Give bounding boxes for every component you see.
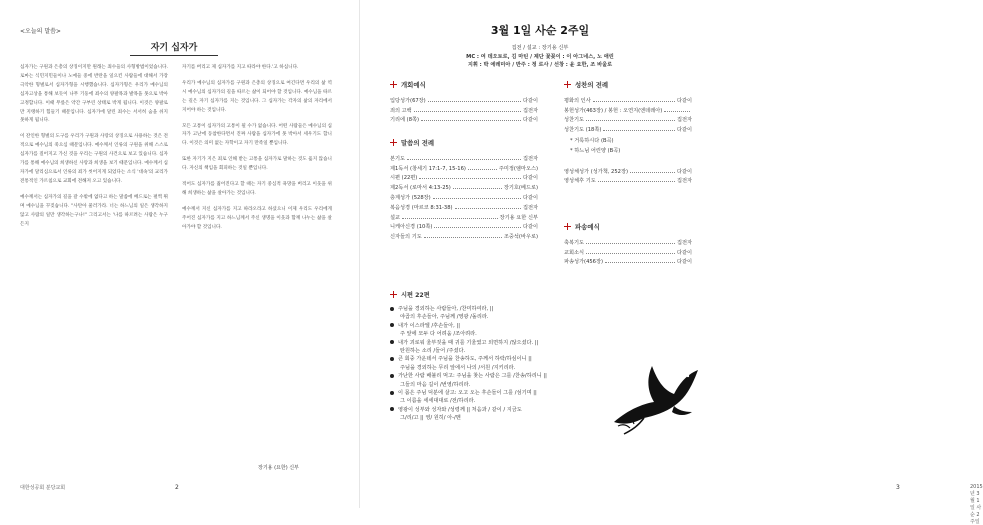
paragraph: 적어도 십자가를 짊어진다고 할 때는 자기 중심적 욕망을 버리고 이웃을 위해 희생하는 삶을 살아가는 것입니다. <box>182 182 332 196</box>
cross-icon <box>390 139 397 146</box>
sermon-column-2 <box>182 64 332 469</box>
service-officiant: 집전 / 설교 : 장기용 신부 <box>511 45 569 51</box>
order-row: 봉헌성가(463장) / 봉헌 : 오연지(엔데레아) <box>564 104 692 114</box>
sermon-column-1 <box>20 64 168 479</box>
paragraph: 우리가 예수님의 십자가를 구원과 은총의 상징으로 여긴다면 우리의 삶 역시 예수님의 십자가의 길을 따르는 삶이 되어야 할 것입니다. 예수님을 따르는 길은 자기 십자가를 지는 것입니다. 그 십자가는 각자의 삶의 자리에서 지어야 하는 것입니다. <box>182 80 332 113</box>
paragraph: 모든 고통이 십자가의 고통이 될 수가 없습니다. 어떤 사람들은 예수님의 십자가 고난에 동참한다면서 진짜 사람을 십자가에 못 박아서 세우기도 합니다. 이것은 의미 없는 자학이고 자기 만족일 뿐입니다. <box>182 123 332 147</box>
left-page <box>0 0 360 508</box>
order-row: 성찬기도 집전자 <box>564 117 692 124</box>
order-row: 교회소식 다같이 <box>564 249 692 256</box>
sermon-title: 자기 십자가 <box>130 40 218 56</box>
psalm-line: 가난한 사람 배불리 먹고: 주님을 찾는 사람은 그를 /찬송/하리니 || <box>390 372 590 380</box>
sacrament-note: * 거룩하시다 (B곡) <box>570 138 614 145</box>
order-row: 시편 (22편) 다같이 <box>390 175 538 182</box>
dismissal-rite <box>564 222 692 265</box>
order-row: 설교 장기용 요한 신부 <box>390 214 538 221</box>
paragraph: 또한 자기가 지은 죄로 인해 받는 고통을 십자가로 말하는 것도 옳지 않습니다. 자신의 책임을 회피하는 것일 뿐입니다. <box>182 157 332 172</box>
paragraph: 이 잔인한 형벌의 도구를 우리가 구원과 사랑의 상징으로 사용하는 것은 전적으로 예수님의 죽으심 때문입니다. 예수께서 인류의 구원을 위해 스스로 십자가를 질어지고 가신 것을 우리는 구원의 사건으로 보고 있습니다. 십자가를 통해 예수님의 희생하신 사랑과 희생을 보기 때문입니다. 예수께서 십자가에 달리심으로서 인류의 죄가 씻어지게 되었다는 소식 '대속'의 교리가 전통적인 가르침으로 교회에 전해져 오고 있습니다. <box>20 134 168 184</box>
page-number-right: 3 <box>896 484 900 491</box>
order-row: 본기도 집전자 <box>390 155 538 162</box>
psalm-line: 영광이 성부와 성자와 /성령께 || 처음과 / 같이 / 지금도 <box>390 406 590 414</box>
order-row: 입당성가(67장) 다같이 <box>390 97 538 104</box>
cross-icon <box>390 81 397 88</box>
section-label: <오늘의 말씀> <box>20 28 61 35</box>
psalm-line: 주 앞에 모두 다 어려움 /조아려라. <box>400 331 477 338</box>
order-row: 제2독서 (로마서 4:13-25) 장기호(베드로) <box>390 185 538 192</box>
order-row: 신자들의 기도 조중석(바우로) <box>390 234 538 241</box>
psalm-line: 그 이름을 세세대대로 /전/하리라. <box>400 398 476 405</box>
opening-rite <box>390 80 538 123</box>
psalm-line: 큰 회중 가운데서 주님을 찬송하도, 주께서 하락/하심이니 || <box>390 355 590 363</box>
order-row: 제1독서 (창세기 17:1-7, 15-16) 주미정(엠마오스) <box>390 165 538 172</box>
order-row: 축복기도 집전자 <box>564 239 692 246</box>
order-row: 파송성가(456장) 다같이 <box>564 259 692 266</box>
cross-icon <box>564 223 571 230</box>
psalm-heading: 시편 22편 <box>390 290 590 299</box>
psalm-line: 이 몸은 주님 덕분에 살고: 오고 오는 후손들이 그를 /섬기며 || <box>390 389 590 397</box>
psalm-line: 탄원하는 소리 /들어 /주셨다. <box>400 348 466 355</box>
sacrament-heading: 성찬의 전례 <box>564 80 692 89</box>
order-row: 층계성가 (528장) 다같이 <box>390 194 538 201</box>
psalm-line: 야곱의 후손들아, 주님께 /영광 /돌리라. <box>400 314 489 321</box>
paragraph: 십자가는 구원과 은총의 상징이지만 원래는 죄수들의 사형방법이었습니다. 로마는 식민지민들이나 노예들 중에 반란을 일으킨 사람들에 대해서 가장 극악한 형벌로서 십자가형을 시행했습니다. 십자가형은 우리가 예수님의 십자고상을 통해 보듯이 나무 기둥에 죄수의 양팔목과 발목을 못으로 박아 고정합니다. 이때 무릎은 약간 구부린 상태로 박게 됩니다. 이것은 양팔로만 지탱하기 힘들기 때문입니다. 십자가에 달린 죄수는 서서히 숨을 쉬지 못하게 됩니다. <box>20 65 168 124</box>
cross-icon <box>564 81 571 88</box>
psalm-line: 주님을 경외하는 사람들아, /찬미하여라, || <box>390 305 590 313</box>
paragraph: 예수께서는 십자가의 길을 갈 수밖에 없다고 하는 말씀에 베드로는 펄쩍 뛰며 예수님을 꾸짖습니다. "사탄아 물러가라. 너는 하느님의 일은 생각하지 않고 사람의 일만 생각하는구나!" 그리고서는 '나를 따르려는 사람은 누구든지 <box>20 194 168 227</box>
word-rite <box>390 138 538 240</box>
sacrament-rite <box>564 80 692 184</box>
psalm-line: 주님을 경외하는 무리 앞에서 나의 /서원 /지키리라. <box>400 364 516 371</box>
paragraph: 예수께서 지신 십자가를 지고 따라오라고 하셨으니 이제 우리도 우리에게 주어진 십자가를 지고 하느님께서 주신 생명을 이웃과 함께 나누는 삶을 살아가야 할 것입니다. <box>182 206 332 230</box>
order-row: 성찬기도 (18쪽) 다같이 <box>564 127 692 134</box>
order-row: 죄의 고백 집전자 <box>390 107 538 114</box>
opening-heading: 개회예식 <box>390 80 538 89</box>
service-staff-2: 지휘 : 박 에레미아 / 반주 : 정 로사 / 선창 : 윤 요한, 조 바울로 <box>467 62 613 68</box>
footer-church-name: 대한성공회 분당교회 <box>20 485 66 491</box>
order-row: 영성체후 기도 집전자 <box>564 178 692 185</box>
word-heading: 말씀의 전례 <box>390 138 538 147</box>
dismissal-heading: 파송예식 <box>564 222 692 231</box>
footer-date: 2015년 3월 1일 사순 2주일 <box>970 484 983 525</box>
psalm-line: 그/리/고 || 영/ 원히/ 아-/멘 <box>400 415 461 422</box>
dove-icon <box>608 352 702 438</box>
service-staff-1: MC : 여 데오토로, 김 마틴 / 제단 꽃꽂이 : 이 아그네스, 노 애린 <box>466 54 614 60</box>
order-row: 니케아신경 (10쪽) 다같이 <box>390 224 538 231</box>
psalm-line: 내가 이스라엘 /후손들아, || <box>390 322 590 330</box>
order-row: 영성체성가 (성가책, 252장) 다같이 <box>564 168 692 175</box>
right-page <box>360 0 983 525</box>
psalm-line: 내가 괴로워 울부짖을 때 귀를 기울였고 외면하지 /않으셨다. || <box>390 339 590 347</box>
paragraph: 자기를 버리고 제 십자가를 지고 따라야 한다.'고 하십니다. <box>182 65 299 70</box>
sermon-author: 장기용 (요한) 신부 <box>258 465 299 471</box>
sacrament-note: * 하느님 어린양 (B곡) <box>570 147 621 154</box>
cross-icon <box>390 291 397 298</box>
order-row: 복음성경 (마르코 8:31-38) 집전자 <box>390 204 538 211</box>
order-row: 평화의 인사 다같이 <box>564 97 692 104</box>
page-number-left: 2 <box>175 484 179 491</box>
psalm-block <box>390 290 590 423</box>
psalm-line: 그들의 마음 길이 /번영/하리라. <box>400 381 471 388</box>
order-row: 기리에 (8쪽) 다같이 <box>390 117 538 124</box>
service-title: 3월 1일 사순 2주일 <box>490 24 590 37</box>
